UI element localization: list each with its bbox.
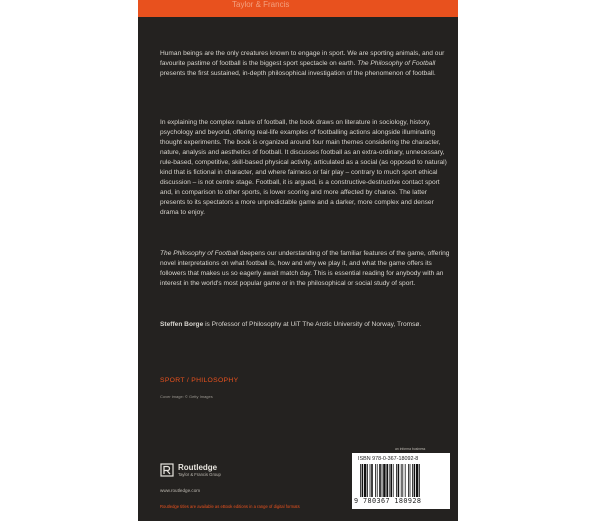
barcode-bar (379, 464, 381, 497)
barcode-bar (412, 464, 413, 497)
barcode-bar (370, 464, 371, 497)
barcode-bar (405, 464, 406, 497)
top-orange-band (138, 0, 458, 17)
ebook-note: Routledge titles are available as eBook editions in a range of digital formats (160, 504, 300, 509)
barcode-bar (393, 464, 394, 497)
barcode-bar (375, 464, 376, 497)
barcode-bar (408, 464, 409, 497)
barcode-bar (389, 464, 390, 497)
barcode-digits: 9 780367 180928 (354, 497, 422, 505)
subject-category: SPORT / PHILOSOPHY (160, 377, 239, 384)
barcode-bar (402, 464, 403, 497)
publisher-name: Routledge (178, 463, 218, 472)
routledge-logo-icon (160, 463, 174, 477)
barcode-bar (419, 464, 420, 497)
blurb-paragraph-1: Human beings are the only creatures known to engage in sport. We are sporting animals, and our favourite pastime of football is the biggest sport spectacle on earth. The Philosophy of Football presents the first sustained, in-depth philosophical investigation of the phenomenon of football. (160, 50, 445, 77)
informa-business-label: an informa business (395, 447, 426, 451)
top-band-text: Taylor & Francis (232, 0, 290, 9)
barcode-bar (410, 464, 411, 497)
barcode-bar (386, 464, 388, 497)
barcode-bar (362, 464, 364, 497)
barcode-bar (360, 464, 361, 497)
barcode-bar (396, 464, 397, 497)
barcode-bar (367, 464, 368, 497)
cover-image-credit: Cover image: © Getty Images (160, 394, 213, 399)
barcode-bar (371, 464, 373, 497)
barcode-bar (383, 464, 385, 497)
barcode-bars (358, 464, 444, 497)
isbn-barcode (352, 453, 450, 509)
barcode-bar (364, 464, 366, 497)
blurb-paragraph-3: The Philosophy of Football deepens our understanding of the familiar features of the game, offering novel interpretations on what football is, how and why we play it, and what the game offers its followers that makes us so eagerly await match day. This is essential reading for anybody with an interest in the world's most popular game or in the philosophical or social study of sport. (160, 250, 450, 287)
barcode-bar (398, 464, 400, 497)
barcode-bar (382, 464, 383, 497)
barcode-bar (416, 464, 418, 497)
barcode-bar (401, 464, 402, 497)
barcode-bar (414, 464, 416, 497)
barcode-bar (390, 464, 392, 497)
author-bio: Steffen Borge is Professor of Philosophy at UiT The Arctic University of Norway, Tromsø. (160, 321, 422, 328)
barcode-bar (377, 464, 378, 497)
isbn-text: ISBN 978-0-367-18092-8 (358, 456, 419, 462)
blurb-paragraph-2: In explaining the complex nature of football, the book draws on literature in sociology, history, psychology and beyond, offering real-life examples of footballing actions alongside illuminating thought experiments. The book is organized around four main themes considering the character, nature, analysis and aesthetics of football. It discusses football as an extra-ordinary, unnecessary, rule-based, competitive, skill-based physical activity, articulated as a social (as opposed to natural) kind that is fictional in character, and where fairness or fair play – contrary to much sport ethical discussion – is not centre stage. Football, it is argued, is a constructive-destructive contact sport and, in comparison to other sports, is lower scoring and more affected by chance. The latter presents to its spectators a more unpredictable game and a darker, more complex and denser drama to enjoy. (160, 119, 447, 216)
back-cover (138, 0, 458, 521)
publisher-url: www.routledge.com (160, 488, 201, 493)
publisher-group: Taylor & Francis Group (178, 472, 221, 477)
